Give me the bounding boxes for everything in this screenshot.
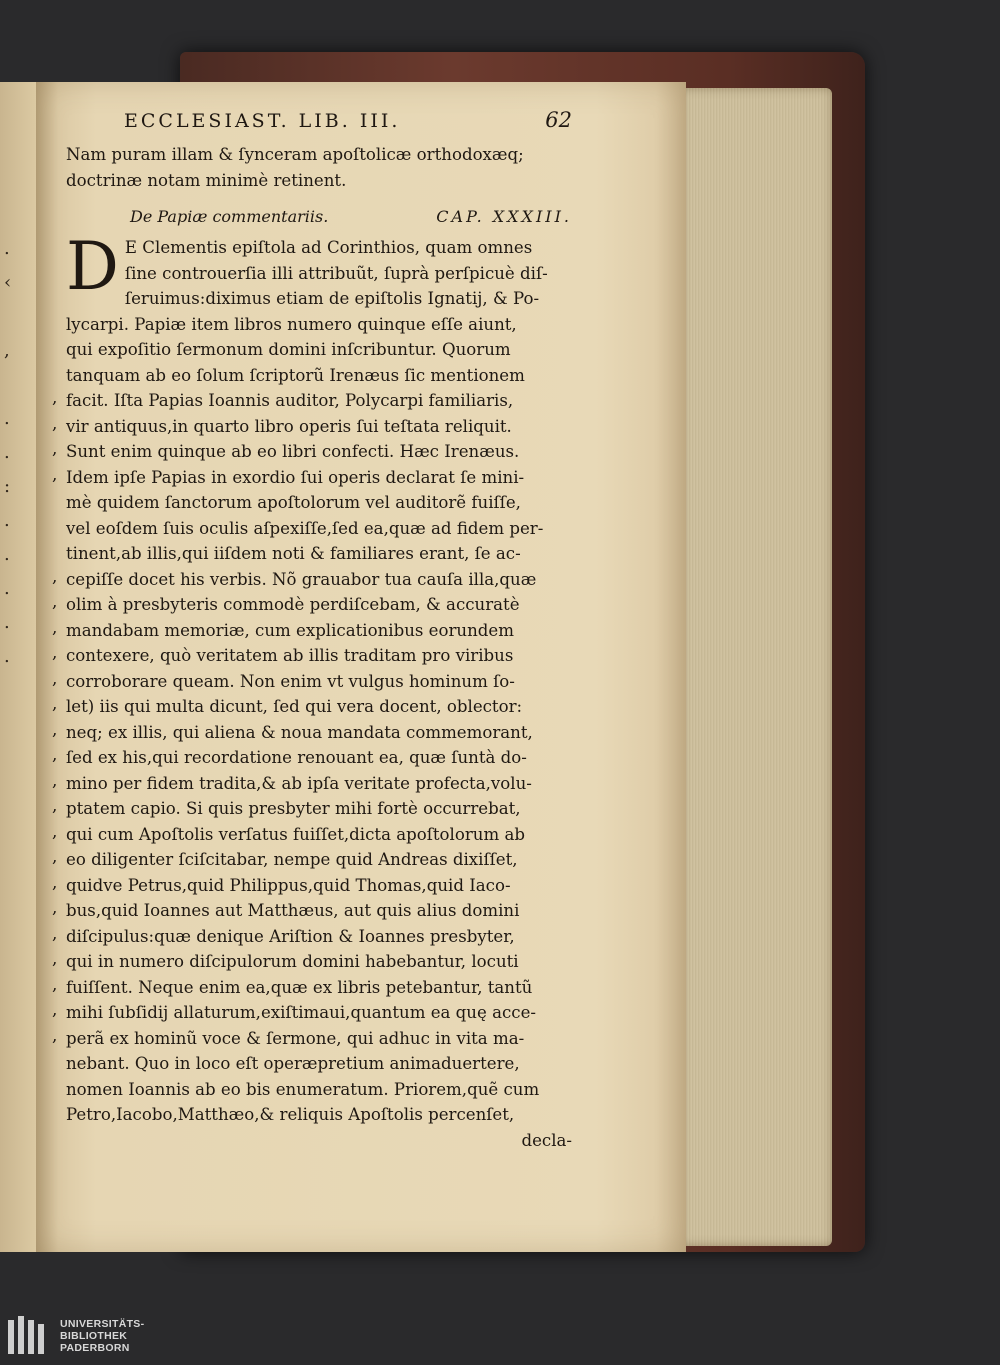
drop-cap: D [66, 228, 119, 305]
library-name [60, 1318, 144, 1354]
page-text [66, 108, 572, 1153]
library-logo [6, 1314, 144, 1358]
chapter-title: De Papiæ commentariis. [130, 207, 329, 226]
text-line: , vir antiquus,in quarto libro operis ſui teſtata reliquit. [66, 414, 572, 440]
text-line: , quidve Petrus,quid Philippus,quid Thomas,quid Iaco- [66, 873, 572, 899]
text-line: mè quidem ſanctorum apoſtolorum vel auditorẽ fuiſſe, [66, 493, 521, 512]
text-line: , fuiſſent. Neque enim ea,quæ ex libris petebantur, tantũ [66, 975, 572, 1001]
library-emblem-icon [6, 1314, 50, 1358]
text-line: , mino per fidem tradita,& ab ipſa veritate profecta,volu- [66, 771, 572, 797]
running-title: ECCLESIAST. LIB. III. [124, 110, 401, 132]
chapter-heading [130, 207, 572, 229]
text-line: , neq; ex illis, qui aliena & noua mandata commemorant, [66, 720, 572, 746]
text-line: doctrinæ notam minimè retinent. [66, 170, 347, 190]
left-page-marks: . ‹ , . . : . . . . . [4, 238, 12, 667]
text-line: , eo diligenter ſciſcitabar, nempe quid Andreas dixiſſet, [66, 847, 572, 873]
text-line: vel eoſdem ſuis oculis aſpexiſſe,ſed ea,quæ ad fidem per- [66, 518, 544, 538]
text-line: ſeruimus:diximus etiam de epiſtolis Ignatij, & Po- [124, 289, 540, 308]
chapter-body [66, 228, 572, 1153]
text-line: , qui cum Apoſtolis verſatus fuiſſet,dicta apoſtolorum ab [66, 822, 572, 848]
text-line: ſine controuerſia illi attribuũt, ſuprà perſpicuè diſ- [124, 263, 548, 283]
text-line: , Idem ipſe Papias in exordio ſui operis declarat ſe mini- [66, 465, 572, 491]
text-line: lycarpi. Papiæ item libros numero quinque eſſe aiunt, [66, 314, 517, 334]
running-header [124, 108, 572, 142]
text-line: tinent,ab illis,qui iiſdem noti & familiares erant, ſe ac- [66, 544, 521, 563]
text-line: , Sunt enim quinque ab eo libri confecti. Hæc Irenæus. [66, 439, 572, 465]
text-line: , cepiſſe docet his verbis. Nõ grauabor tua cauſa illa,quæ [66, 567, 572, 593]
text-line: , contexere, quò veritatem ab illis traditam pro viribus [66, 643, 572, 669]
text-line: , diſcipulus:quæ denique Ariſtion & Ioannes presbyter, [66, 924, 572, 950]
text-line: , facit. Iſta Papias Ioannis auditor, Polycarpi familiaris, [66, 388, 572, 414]
library-name-line: BIBLIOTHEK [60, 1330, 128, 1342]
library-name-line: PADERBORN [60, 1342, 130, 1354]
text-line: , corroborare queam. Non enim vt vulgus hominum ſo- [66, 669, 572, 695]
page-edges [680, 88, 832, 1246]
text-line: nomen Ioannis ab eo bis enumeratum. Priorem,quẽ cum [66, 1079, 540, 1099]
text-line: qui expoſitio ſermonum domini inſcribuntur. Quorum [66, 340, 511, 359]
chapter-number: CAP. XXXIII. [436, 207, 572, 226]
catchword: decla- [521, 1130, 572, 1150]
text-line: , qui in numero diſcipulorum domini habebantur, locuti [66, 949, 572, 975]
text-line: E Clementis epiſtola ad Corinthios, quam omnes [124, 238, 533, 257]
library-name-line: UNIVERSITÄTS- [60, 1318, 145, 1330]
page-number: 62 [545, 108, 572, 132]
text-line: , ſed ex his,qui recordatione renouant ea, quæ ſuntà do- [66, 745, 572, 771]
text-line: nebant. Quo in loco eſt operæpretium animaduertere, [66, 1054, 520, 1073]
text-line: , mandabam memoriæ, cum explicationibus eorundem [66, 618, 572, 644]
text-line: Nam puram illam & ſynceram apoſtolicæ orthodoxæq; [66, 145, 524, 164]
text-line: Petro,Iacobo,Matthæo,& reliquis Apoſtolis percenſet, [66, 1105, 515, 1124]
text-line: , bus,quid Ioannes aut Matthæus, aut quis alius domini [66, 898, 572, 924]
text-line: , olim à presbyteris commodè perdiſcebam, & accuratè [66, 592, 572, 618]
text-line: , mihi ſubſidij allaturum,exiſtimaui,quantum ea quę acce- [66, 1000, 572, 1026]
text-line: , ptatem capio. Si quis presbyter mihi fortè occurrebat, [66, 796, 572, 822]
text-line: tanquam ab eo ſolum ſcriptorũ Irenæus ſic mentionem [66, 365, 525, 385]
text-line: , perã ex hominũ voce & ſermone, qui adhuc in vita ma- [66, 1026, 572, 1052]
text-line: , let) iis qui multa dicunt, ſed qui vera docent, oblector: [66, 694, 572, 720]
